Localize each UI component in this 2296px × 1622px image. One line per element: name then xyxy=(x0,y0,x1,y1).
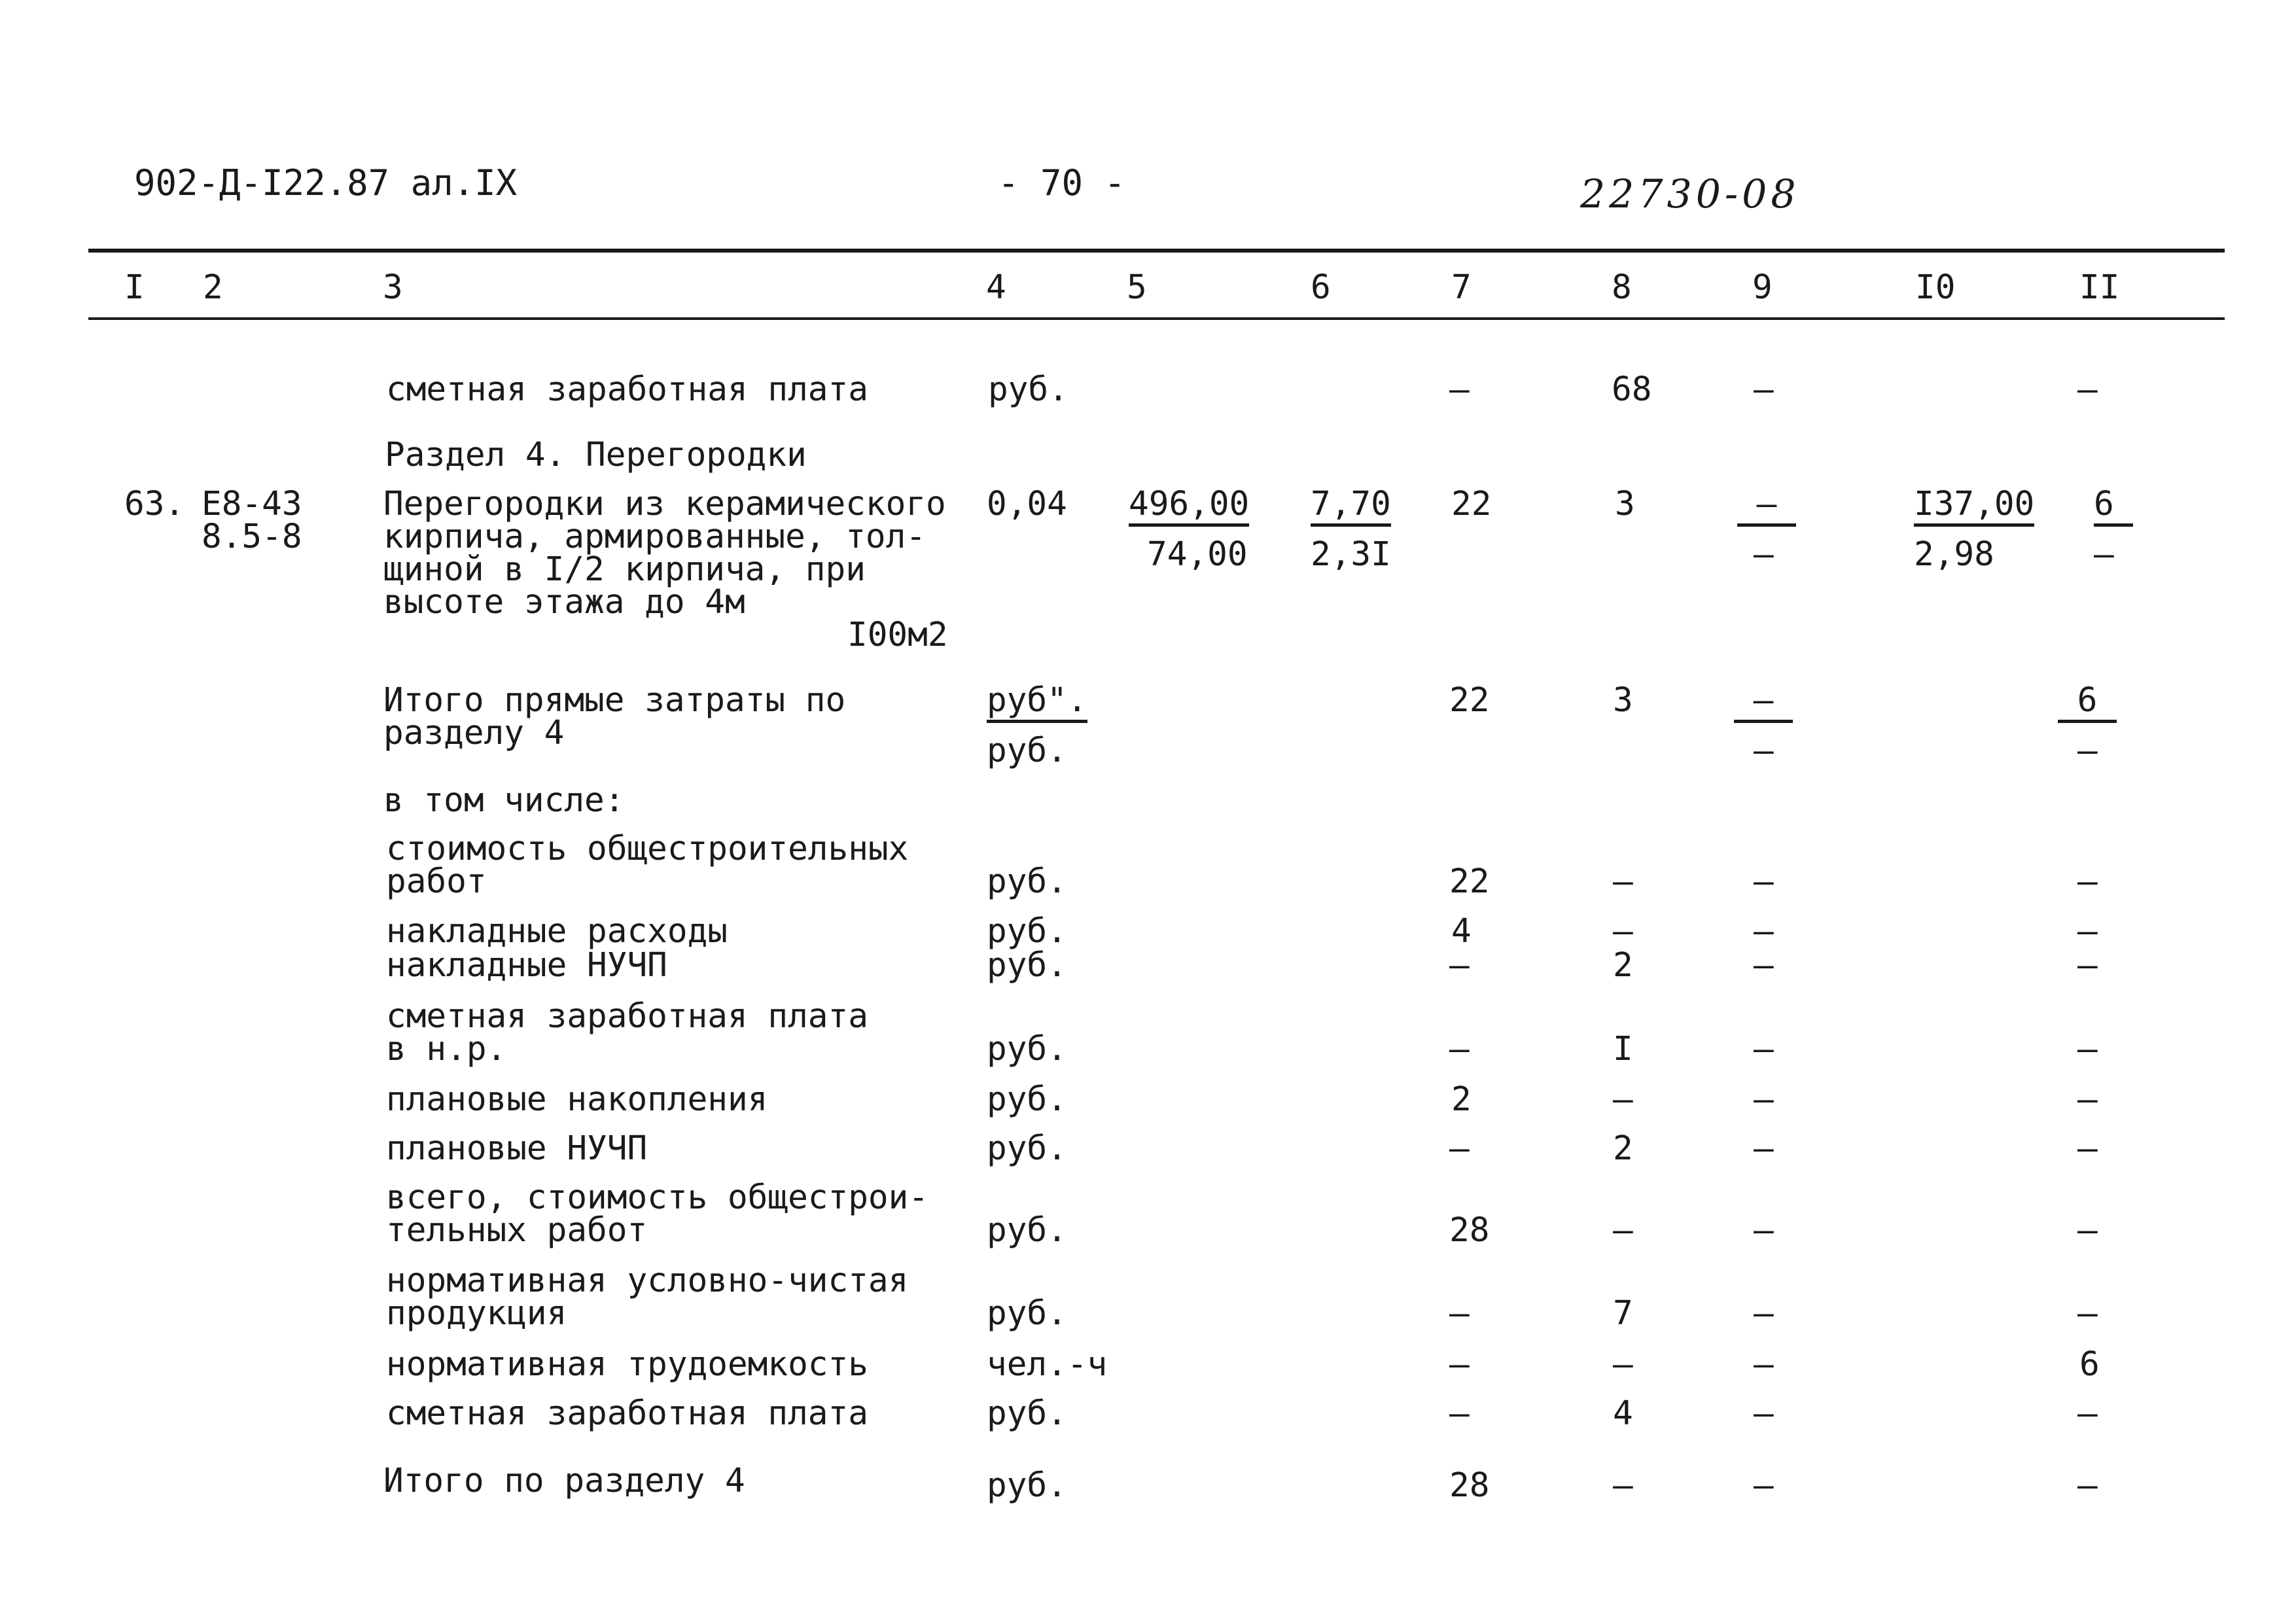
cell-col8: – xyxy=(1613,912,1633,951)
cell-col8: 7 xyxy=(1613,1294,1633,1333)
cell-col7: – xyxy=(1449,1030,1470,1068)
cell-col6-bottom: 2,3I xyxy=(1311,535,1391,574)
cell-col8: 2 xyxy=(1613,1129,1633,1168)
unit-cell-top: руб". xyxy=(987,684,1087,723)
unit-cell: руб. xyxy=(987,946,1067,985)
row-label: в н.р. xyxy=(386,1030,507,1068)
column-header: 3 xyxy=(383,268,403,307)
cell-col9: – xyxy=(1754,1030,1774,1068)
cell-col11: – xyxy=(2077,912,2098,951)
column-header: 6 xyxy=(1311,268,1331,307)
column-header: 2 xyxy=(203,268,223,307)
document-code: 902-Д-I22.87 ал.IX xyxy=(134,162,518,203)
row-label: всего, стоимость общестрои- xyxy=(386,1178,929,1217)
section-title: Раздел 4. Перегородки xyxy=(385,436,807,474)
cell-col9: – xyxy=(1754,1080,1774,1119)
cell-col7: – xyxy=(1449,1345,1470,1384)
unit-cell: руб. xyxy=(987,1030,1067,1068)
cell-col11: – xyxy=(2077,1080,2098,1119)
item-code-ref: 8.5-8 xyxy=(202,518,302,556)
unit-cell: руб. xyxy=(987,1080,1067,1119)
row-label: сметная заработная плата xyxy=(386,1394,868,1433)
page-number: - 70 - xyxy=(998,162,1126,203)
cell-col6-top: 7,70 xyxy=(1311,487,1391,527)
cell-col10-top: I37,00 xyxy=(1914,487,2034,527)
cell-col4: 0,04 xyxy=(987,485,1067,523)
cell-col8: – xyxy=(1613,1345,1633,1384)
cell-col8: I xyxy=(1613,1030,1633,1068)
cell-col9: – xyxy=(1754,1345,1774,1384)
cell-col5-top: 496,00 xyxy=(1129,487,1249,527)
row-label: плановые НУЧП xyxy=(386,1129,648,1168)
column-header: 8 xyxy=(1612,268,1632,307)
subsection-label: в том числе: xyxy=(383,781,625,820)
row-label: Итого по разделу 4 xyxy=(383,1462,745,1500)
cell-col9: – xyxy=(1754,1129,1774,1168)
cell-col8: 3 xyxy=(1613,681,1633,720)
cell-col11: – xyxy=(2077,1030,2098,1068)
cell-col8: – xyxy=(1613,1211,1633,1250)
column-header: I0 xyxy=(1915,268,1956,307)
cell-col11: – xyxy=(2077,370,2098,409)
unit-cell: руб. xyxy=(987,1211,1067,1250)
cell-col7: 4 xyxy=(1451,912,1472,951)
row-label: Итого прямые затраты по xyxy=(383,681,846,720)
cell-col7: – xyxy=(1449,946,1470,985)
unit-cell: руб. xyxy=(987,1294,1067,1333)
unit-cell: чел.-ч xyxy=(987,1345,1108,1384)
item-description: Перегородки из керамического xyxy=(383,485,946,523)
item-description: кирпича, армированные, тол- xyxy=(383,518,927,556)
item-unit: I00м2 xyxy=(847,616,948,654)
cell-col9: – xyxy=(1754,912,1774,951)
cell-col11: – xyxy=(2077,1129,2098,1168)
cell-col9: – xyxy=(1754,1466,1774,1505)
item-description: щиной в I/2 кирпича, при xyxy=(383,550,866,589)
row-label: разделу 4 xyxy=(383,714,565,752)
cell-col11: – xyxy=(2077,1211,2098,1250)
cell-col11-top: 6 xyxy=(2094,487,2133,527)
cell-col8: – xyxy=(1613,1466,1633,1505)
cell-col7: 28 xyxy=(1449,1211,1490,1250)
row-label: стоимость общестроительных xyxy=(386,830,909,868)
unit-cell: руб. xyxy=(987,1394,1067,1433)
row-label: продукция xyxy=(386,1294,567,1333)
row-label: работ xyxy=(386,862,487,901)
column-header: 5 xyxy=(1127,268,1147,307)
cell-col9: – xyxy=(1754,370,1774,409)
cell-col7: 2 xyxy=(1451,1080,1472,1119)
cell-col9-bottom: – xyxy=(1754,535,1774,574)
cell-col9: – xyxy=(1754,862,1774,901)
table-top-rule xyxy=(88,249,2225,253)
cell-col11: 6 xyxy=(2079,1345,2100,1384)
cell-col10-bottom: 2,98 xyxy=(1914,535,1994,574)
cell-col9-top: – xyxy=(1734,684,1793,723)
cell-col9: – xyxy=(1754,1394,1774,1433)
row-label: сметная заработная плата xyxy=(386,997,868,1036)
cell-col9-bottom: – xyxy=(1754,732,1774,770)
row-label: накладные расходы xyxy=(386,912,728,951)
column-header: I xyxy=(124,268,145,307)
cell-col8: – xyxy=(1613,862,1633,901)
row-label: нормативная трудоемкость xyxy=(386,1345,868,1384)
cell-col8: 68 xyxy=(1612,370,1652,409)
cell-col7: 22 xyxy=(1449,681,1490,720)
cell-col7: – xyxy=(1449,1394,1470,1433)
cell-col9: – xyxy=(1754,1294,1774,1333)
row-label: нормативная условно-чистая xyxy=(386,1261,909,1300)
cell-col11: – xyxy=(2077,1294,2098,1333)
cell-col11-top: 6 xyxy=(2058,684,2117,723)
unit-cell-bottom: руб. xyxy=(987,732,1067,770)
cell-col11: – xyxy=(2077,946,2098,985)
cell-col11-bottom: – xyxy=(2077,732,2098,770)
cell-col11: – xyxy=(2077,1394,2098,1433)
cell-col7: 28 xyxy=(1449,1466,1490,1505)
column-header: 7 xyxy=(1451,268,1472,307)
unit-cell: руб. xyxy=(988,370,1069,409)
cell-col7: – xyxy=(1449,1294,1470,1333)
item-description: высоте этажа до 4м xyxy=(383,583,745,622)
cell-col8: 3 xyxy=(1615,485,1635,523)
cell-col9-top: – xyxy=(1737,487,1796,527)
row-label: тельных работ xyxy=(386,1211,648,1250)
unit-cell: руб. xyxy=(987,912,1067,951)
column-header: 4 xyxy=(986,268,1006,307)
cell-col7: – xyxy=(1449,1129,1470,1168)
cell-col8: 4 xyxy=(1613,1394,1633,1433)
cell-col7: – xyxy=(1449,370,1470,409)
cell-col11: – xyxy=(2077,862,2098,901)
cell-col9: – xyxy=(1754,1211,1774,1250)
row-label: плановые накопления xyxy=(386,1080,768,1119)
cell-col11: – xyxy=(2077,1466,2098,1505)
cell-col8: – xyxy=(1613,1080,1633,1119)
column-header: II xyxy=(2079,268,2120,307)
row-label: сметная заработная плата xyxy=(386,370,868,409)
cell-col8: 2 xyxy=(1613,946,1633,985)
item-number: 63. xyxy=(124,485,185,523)
cell-col7: 22 xyxy=(1451,485,1492,523)
cell-col11-bottom: – xyxy=(2094,535,2114,574)
registration-stamp: 22730-08 xyxy=(1580,171,1800,217)
item-code: Е8-43 xyxy=(202,485,302,523)
cell-col9: – xyxy=(1754,946,1774,985)
unit-cell: руб. xyxy=(987,1466,1067,1505)
header-bottom-rule xyxy=(88,317,2225,320)
column-header: 9 xyxy=(1752,268,1773,307)
unit-cell: руб. xyxy=(987,862,1067,901)
cell-col7: 22 xyxy=(1449,862,1490,901)
unit-cell: руб. xyxy=(987,1129,1067,1168)
cell-col5-bottom: 74,00 xyxy=(1147,535,1248,574)
row-label: накладные НУЧП xyxy=(386,946,667,985)
